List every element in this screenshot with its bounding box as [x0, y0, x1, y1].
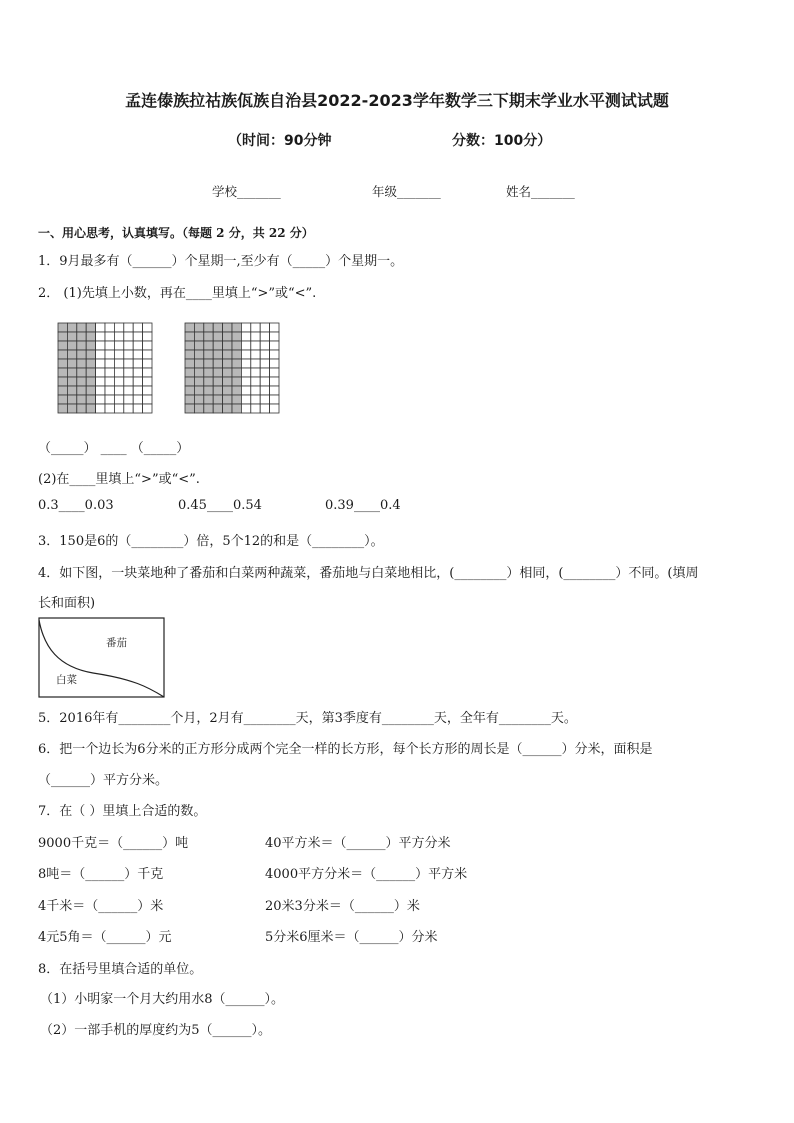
grid-2-cell	[260, 332, 269, 341]
grid-2-cell	[204, 332, 213, 341]
grid-1-cell	[67, 341, 76, 350]
grid-2-cell	[241, 350, 250, 359]
grid-2-cell	[251, 395, 260, 404]
question-8-heading: 8．在括号里填合适的单位。	[38, 962, 203, 977]
grid-1-cell	[77, 350, 86, 359]
grid-2-cell	[260, 359, 269, 368]
grid-1-cell	[133, 350, 142, 359]
conversion-1[interactable]: 9000千克＝（______）吨	[38, 836, 189, 851]
grid-1-cell	[143, 395, 152, 404]
grid-2-cell	[232, 350, 241, 359]
grid-1-cell	[124, 395, 133, 404]
grid-1-cell	[114, 404, 123, 413]
grid-1-cell	[143, 350, 152, 359]
compare-2[interactable]: 0.45____0.54	[178, 498, 262, 513]
grid-1-cell	[124, 341, 133, 350]
grid-2-cell	[260, 377, 269, 386]
grid-1-cell	[86, 359, 95, 368]
grid-1-cell	[114, 332, 123, 341]
grid-2-cell	[185, 395, 194, 404]
grid-1-cell	[67, 377, 76, 386]
grid-1-cell	[143, 368, 152, 377]
grid-2-cell	[185, 359, 194, 368]
grid-1-cell	[143, 386, 152, 395]
grid-1-cell	[67, 332, 76, 341]
grid-2-cell	[260, 368, 269, 377]
grid-1-cell	[105, 386, 114, 395]
grid-1-cell	[133, 332, 142, 341]
grid-2-cell	[223, 323, 232, 332]
grid-1-cell	[86, 377, 95, 386]
grid-2-cell	[260, 386, 269, 395]
grid-2-cell	[223, 368, 232, 377]
grid-1-cell	[143, 404, 152, 413]
grid-1-cell	[124, 350, 133, 359]
grid-1-cell	[96, 359, 105, 368]
conversion-4[interactable]: 4000平方分米＝（______）平方米	[265, 867, 468, 882]
grid-1-cell	[133, 341, 142, 350]
grid-2-cell	[204, 386, 213, 395]
grid-1-cell	[58, 323, 67, 332]
question-3: 3．150是6的（________）倍，5个12的和是（________）。	[38, 534, 384, 549]
grid-1-cell	[86, 386, 95, 395]
grid-2-cell	[251, 341, 260, 350]
grid-2-cell	[251, 404, 260, 413]
grid-2-cell	[251, 323, 260, 332]
grid-2-cell	[270, 350, 279, 359]
grid-2-cell	[270, 341, 279, 350]
grid-1-cell	[143, 377, 152, 386]
grid-2-cell	[194, 368, 203, 377]
grid-1-cell	[96, 350, 105, 359]
grid-2-cell	[204, 350, 213, 359]
grid-1-cell	[105, 377, 114, 386]
grid-1-cell	[124, 386, 133, 395]
grid-1-cell	[114, 341, 123, 350]
grid-1-cell	[58, 386, 67, 395]
grid-2-cell	[185, 341, 194, 350]
grid-1-cell	[67, 368, 76, 377]
grid-1-cell	[86, 332, 95, 341]
grid-1-cell	[58, 368, 67, 377]
grid-1-cell	[114, 377, 123, 386]
grid-2-cell	[223, 404, 232, 413]
decimal-grid-1	[57, 322, 153, 414]
conversion-2[interactable]: 40平方米＝（______）平方分米	[265, 836, 451, 851]
grid-1-cell	[77, 341, 86, 350]
grid-2-cell	[204, 395, 213, 404]
grid-1-cell	[96, 368, 105, 377]
question-7-heading: 7．在（ ）里填上合适的数。	[38, 804, 207, 819]
grid-2-cell	[270, 323, 279, 332]
grid-1-cell	[96, 386, 105, 395]
grid-1-cell	[133, 368, 142, 377]
grid-1-cell	[58, 332, 67, 341]
grid-1-cell	[105, 350, 114, 359]
grid-1-cell	[133, 404, 142, 413]
grid-2-cell	[223, 359, 232, 368]
grid-2-cell	[223, 332, 232, 341]
grid-2-cell	[232, 386, 241, 395]
grid-2-cell	[251, 368, 260, 377]
grid-1-cell	[67, 404, 76, 413]
grid-2-cell	[194, 395, 203, 404]
grid-2-cell	[251, 332, 260, 341]
grid-1-cell	[58, 377, 67, 386]
question-6-line-1: 6．把一个边长为6分米的正方形分成两个完全一样的长方形，每个长方形的周长是（______）分米，面积是	[38, 742, 653, 757]
grid-2-cell	[204, 368, 213, 377]
grid-2-cell	[251, 359, 260, 368]
grid-1-cell	[133, 377, 142, 386]
grid-1-cell	[143, 359, 152, 368]
grid-2-cell	[270, 359, 279, 368]
compare-1[interactable]: 0.3____0.03	[38, 498, 114, 513]
grid-1-cell	[124, 404, 133, 413]
compare-3[interactable]: 0.39____0.4	[325, 498, 401, 513]
grid-2-cell	[185, 377, 194, 386]
grid-1-cell	[96, 341, 105, 350]
grid-1-cell	[96, 395, 105, 404]
grid-2-cell	[204, 359, 213, 368]
grid-1-cell	[105, 359, 114, 368]
grid-1-cell	[124, 323, 133, 332]
grid-2-cell	[194, 359, 203, 368]
grid-1-cell	[114, 350, 123, 359]
cabbage-label: 白菜	[56, 674, 77, 686]
grid-2-cell	[260, 395, 269, 404]
grid-2-cell	[241, 377, 250, 386]
grid-2-cell	[270, 404, 279, 413]
grid-1-cell	[96, 332, 105, 341]
question-4-line-2: 长和面积)	[38, 596, 96, 611]
field-diagram-svg	[38, 617, 166, 699]
grid-2-cell	[223, 350, 232, 359]
question-4-line-1: 4．如下图，一块菜地种了番茄和白菜两种蔬菜，番茄地与白菜地相比，(________）相同，(________）不同。(填周	[38, 566, 699, 581]
conversion-7[interactable]: 4元5角＝（______）元	[38, 930, 172, 945]
grade-field[interactable]: 年级_______	[372, 184, 441, 199]
grid-2-cell	[204, 377, 213, 386]
grid-1-cell	[96, 323, 105, 332]
grid-2-cell	[213, 359, 222, 368]
grid-2-cell	[241, 341, 250, 350]
grid-1-cell	[58, 395, 67, 404]
section-heading: 一、用心思考，认真填写。（每题 2 分，共 22 分）	[38, 226, 314, 240]
grid-1-cell	[105, 395, 114, 404]
question-5: 5．2016年有________个月，2月有________天，第3季度有________天，全年有________天。	[38, 711, 577, 726]
grid-2-cell	[213, 350, 222, 359]
name-field[interactable]: 姓名_______	[506, 184, 575, 199]
grid-2-cell	[232, 332, 241, 341]
grid-2-cell	[185, 386, 194, 395]
grid-1-cell	[114, 368, 123, 377]
grid-1-cell	[67, 359, 76, 368]
decimal-grid-2	[184, 322, 280, 414]
grid-2-cell	[204, 341, 213, 350]
grid-2-cell	[251, 377, 260, 386]
grid-2-cell	[223, 341, 232, 350]
grid-2-cell	[260, 323, 269, 332]
conversion-5[interactable]: 4千米＝（______）米	[38, 899, 164, 914]
grid-2-cell	[223, 377, 232, 386]
grid-2-cell	[241, 386, 250, 395]
grid-2-cell	[213, 404, 222, 413]
grid-1-cell	[96, 404, 105, 413]
grid-answer-row[interactable]: （_____） ____ （_____）	[38, 441, 190, 456]
grid-1-cell	[105, 404, 114, 413]
grid-2-cell	[232, 368, 241, 377]
grid-2-cell	[270, 332, 279, 341]
question-6-line-2: （______）平方分米。	[38, 773, 169, 788]
question-2-part-2: (2)在____里填上“>”或“<”.	[38, 472, 200, 487]
grid-2-cell	[185, 368, 194, 377]
grid-2-cell	[185, 332, 194, 341]
grid-2-cell	[270, 386, 279, 395]
grid-1-cell	[67, 323, 76, 332]
grid-2-cell	[241, 368, 250, 377]
grid-2-cell	[232, 377, 241, 386]
grid-2-cell	[232, 341, 241, 350]
grid-2-cell	[251, 350, 260, 359]
grid-1-cell	[105, 341, 114, 350]
grid-2-cell	[241, 323, 250, 332]
grid-2-cell	[251, 386, 260, 395]
grid-1-cell	[67, 386, 76, 395]
grid-1-cell	[86, 368, 95, 377]
tomato-label: 番茄	[106, 637, 127, 649]
grid-1-cell	[133, 359, 142, 368]
grid-1-cell	[105, 368, 114, 377]
grid-2-cell	[232, 323, 241, 332]
grid-1-cell	[77, 404, 86, 413]
grid-2-cell	[213, 395, 222, 404]
grid-1-cell	[58, 404, 67, 413]
grid-2-cell	[213, 332, 222, 341]
question-8-item-1[interactable]: （1）小明家一个月大约用水8（______）。	[40, 992, 285, 1007]
grid-1-cell	[58, 359, 67, 368]
grid-1-cell	[105, 332, 114, 341]
grid-1-cell	[124, 368, 133, 377]
grid-2-cell	[194, 404, 203, 413]
grid-2-cell	[213, 386, 222, 395]
grid-1-cell	[133, 323, 142, 332]
exam-score: 分数：100分）	[452, 133, 552, 149]
conversion-6[interactable]: 20米3分米＝（______）米	[265, 899, 420, 914]
grid-1-cell	[86, 350, 95, 359]
grid-1-cell	[77, 395, 86, 404]
grid-2-cell	[260, 341, 269, 350]
grid-1-cell	[77, 359, 86, 368]
grid-2-cell	[213, 377, 222, 386]
grid-2-cell	[194, 377, 203, 386]
grid-2-cell	[194, 341, 203, 350]
grid-1-cell	[143, 332, 152, 341]
grid-2-cell	[241, 332, 250, 341]
grid-2-cell	[232, 359, 241, 368]
grid-2-cell	[241, 395, 250, 404]
grid-1-cell	[86, 395, 95, 404]
grid-1-cell	[77, 323, 86, 332]
grid-2-cell	[194, 332, 203, 341]
grid-2-cell	[232, 404, 241, 413]
grid-2-cell	[223, 386, 232, 395]
grid-1-cell	[133, 395, 142, 404]
school-field[interactable]: 学校_______	[212, 184, 281, 199]
page-title: 孟连傣族拉祜族佤族自治县2022-2023学年数学三下期末学业水平测试试题	[125, 91, 669, 110]
grid-1-cell	[143, 341, 152, 350]
grid-1-cell	[86, 341, 95, 350]
grid-1-cell	[67, 395, 76, 404]
grid-2-cell	[241, 359, 250, 368]
question-2-part-1: 2． (1)先填上小数，再在____里填上“>”或“<”.	[38, 286, 317, 301]
grid-1-cell	[114, 323, 123, 332]
grid-2-cell	[213, 368, 222, 377]
grid-1-cell	[77, 332, 86, 341]
grid-1-cell	[133, 386, 142, 395]
grid-1-cell	[143, 323, 152, 332]
grid-2-cell	[204, 323, 213, 332]
grid-1-cell	[96, 377, 105, 386]
grid-2-cell	[213, 323, 222, 332]
grid-2-cell	[204, 404, 213, 413]
grid-2-cell	[270, 395, 279, 404]
grid-2-cell	[241, 404, 250, 413]
grid-1-cell	[58, 341, 67, 350]
grid-2-cell	[194, 323, 203, 332]
grid-2-cell	[213, 341, 222, 350]
grid-1-cell	[105, 323, 114, 332]
grid-1-cell	[124, 377, 133, 386]
grid-1-cell	[67, 350, 76, 359]
grid-2-cell	[185, 350, 194, 359]
grid-1-cell	[77, 368, 86, 377]
grid-1-cell	[124, 359, 133, 368]
question-8-item-2[interactable]: （2）一部手机的厚度约为5（______）。	[40, 1023, 272, 1038]
grid-1-cell	[114, 395, 123, 404]
exam-time: （时间：90分钟	[228, 133, 332, 149]
grid-1-cell	[124, 332, 133, 341]
grid-1-cell	[58, 350, 67, 359]
grid-2-cell	[270, 377, 279, 386]
grid-1-cell	[77, 386, 86, 395]
grid-2-cell	[185, 323, 194, 332]
conversion-8[interactable]: 5分米6厘米＝（______）分米	[265, 930, 438, 945]
question-1: 1．9月最多有（______）个星期一,至少有（_____）个星期一。	[38, 254, 404, 269]
conversion-3[interactable]: 8吨＝（______）千克	[38, 867, 164, 882]
grid-1-cell	[114, 386, 123, 395]
field-diagram	[38, 617, 166, 703]
grid-1-cell	[86, 323, 95, 332]
grid-2-cell	[194, 386, 203, 395]
grid-2-cell	[260, 404, 269, 413]
grid-2-cell	[223, 395, 232, 404]
grid-2-cell	[232, 395, 241, 404]
grid-2-cell	[194, 350, 203, 359]
grid-1-cell	[86, 404, 95, 413]
grid-2-cell	[260, 350, 269, 359]
grid-2-cell	[270, 368, 279, 377]
grid-2-cell	[185, 404, 194, 413]
grid-1-cell	[77, 377, 86, 386]
grid-1-cell	[114, 359, 123, 368]
